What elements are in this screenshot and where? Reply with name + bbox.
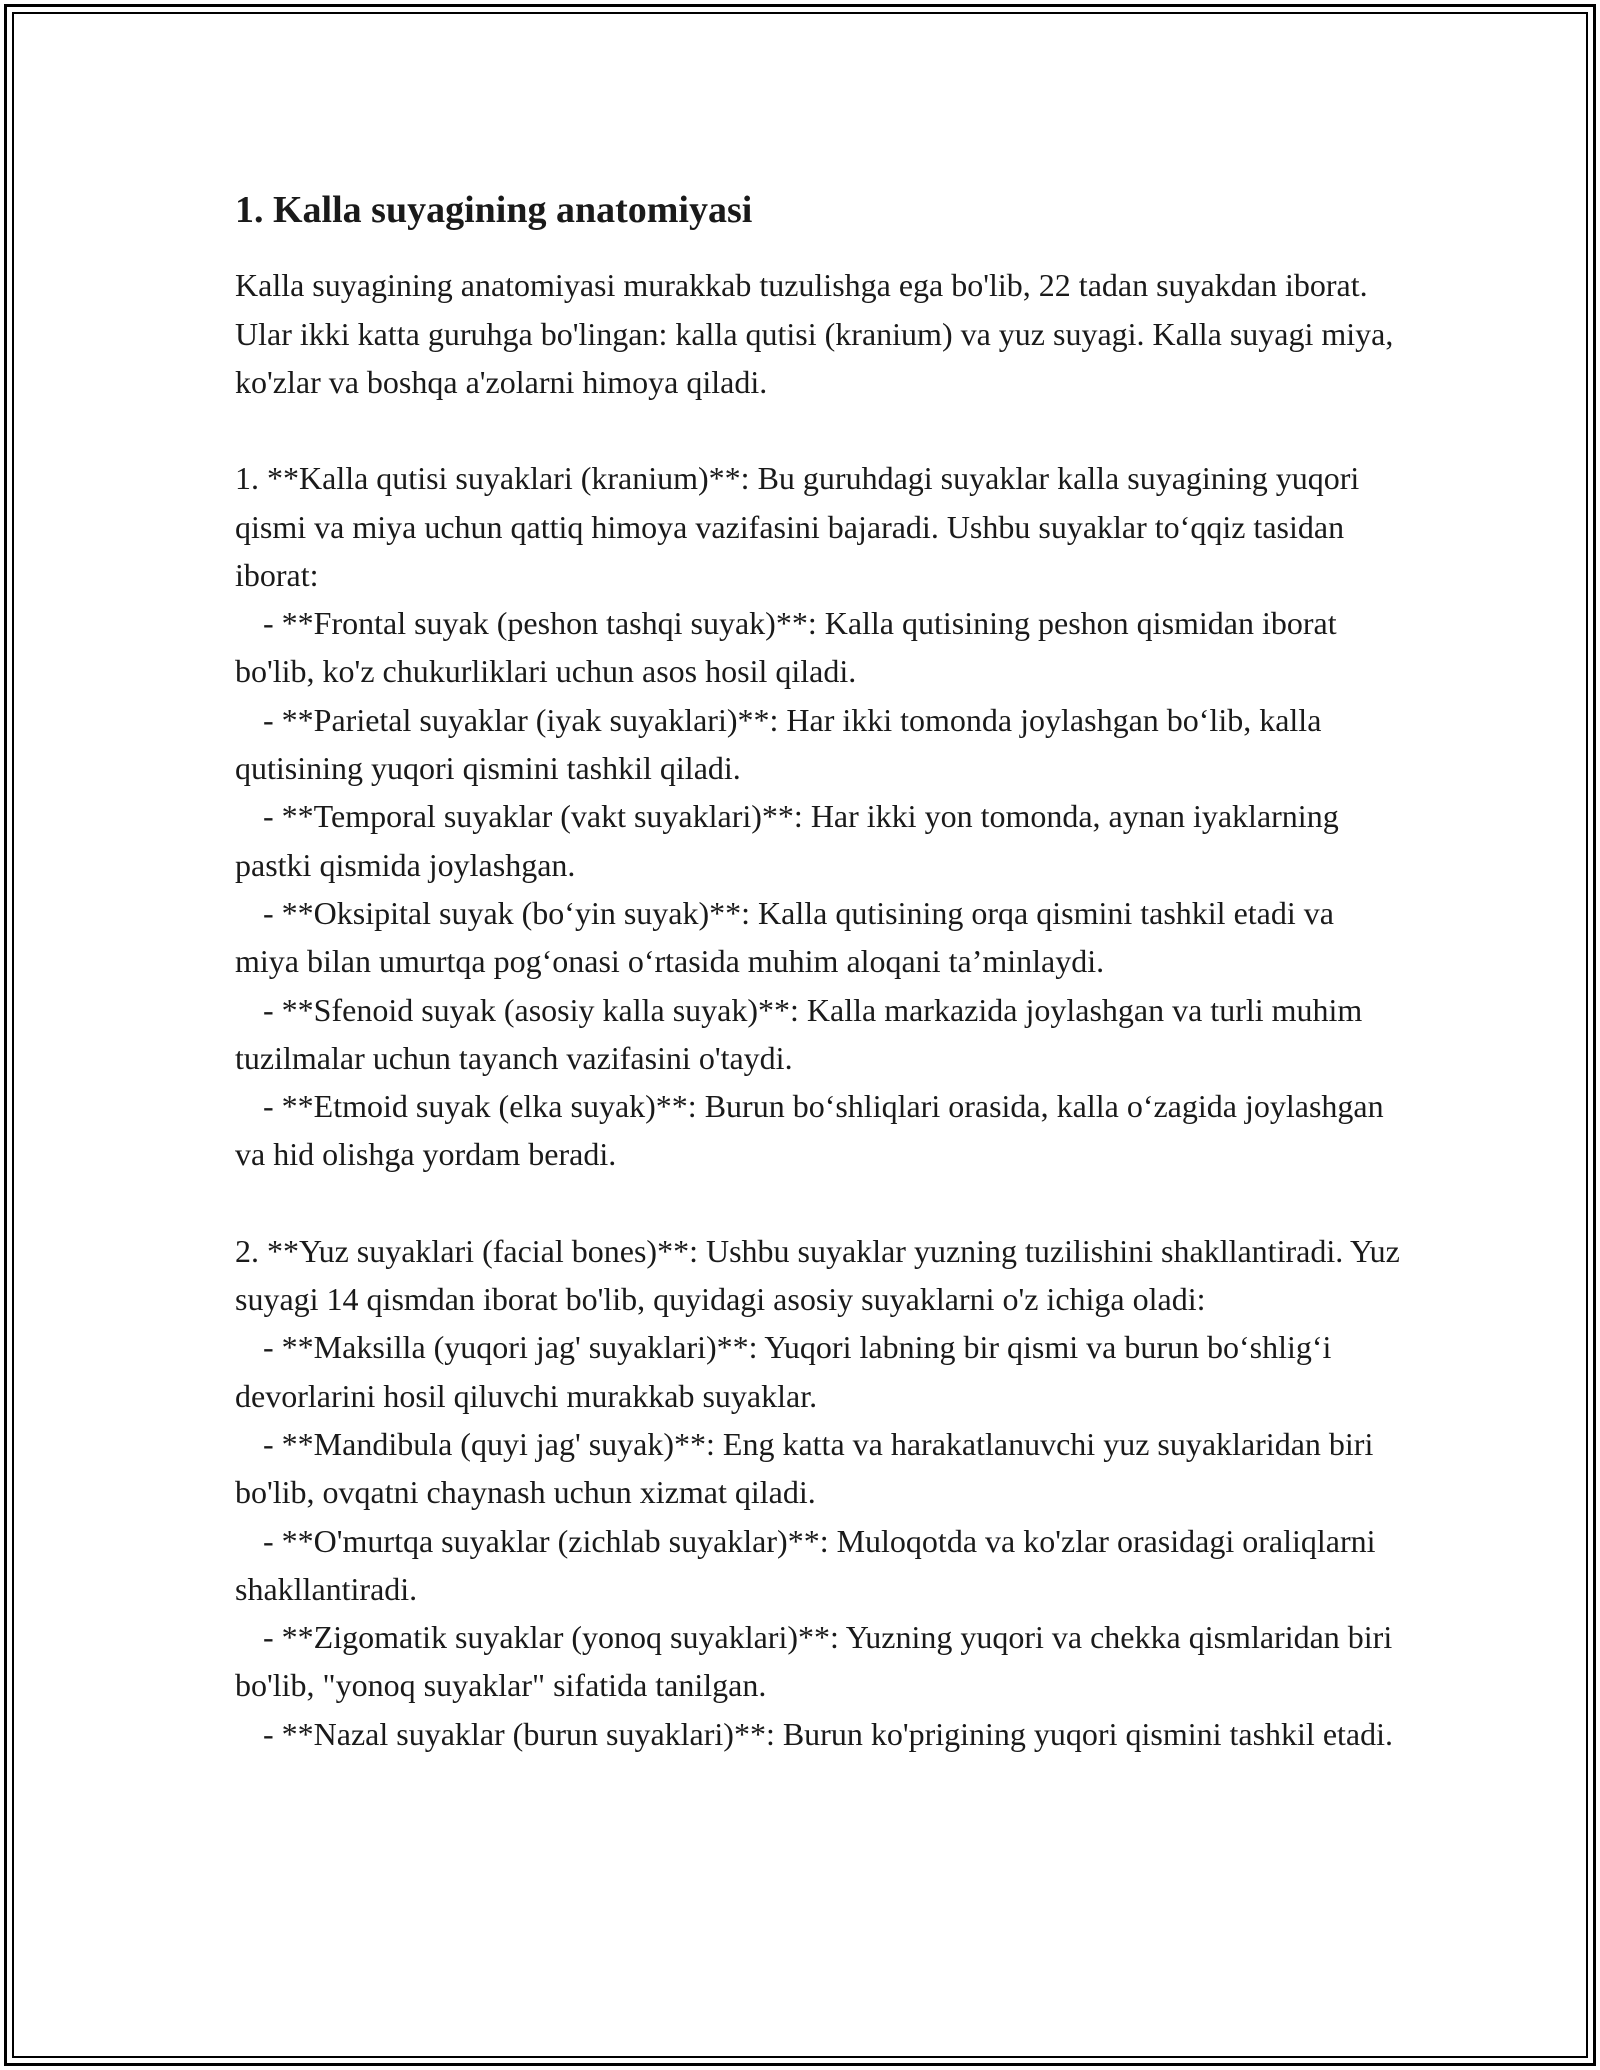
document-body [235,186,1405,1758]
list-item: - **Nazal suyaklar (burun suyaklari)**: Burun ko'prigining yuqori qismini tashkil etadi. [263,1715,1393,1752]
spacer [235,406,1405,454]
intro-paragraph: Kalla suyagining anatomiyasi murakkab tuzulishga ega bo'lib, 22 tadan suyakdan iborat. Ular ikki katta guruhga bo'lingan: kalla qutisi (kranium) va yuz suyagi. Kalla suyagi miya, ko'zlar va boshqa a'zolarni himoya qiladi. [235,267,1394,400]
list-item: - **O'murtqa suyaklar (zichlab suyaklar)**: Muloqotda va ko'zlar orasidagi oraliqlarni shakllantiradi. [235,1522,1376,1607]
section-cranium [235,454,1405,1178]
list-item: - **Zigomatik suyaklar (yonoq suyaklari)**: Yuzning yuqori va chekka qismlaridan biri bo'lib, "yonoq suyaklar" sifatida tanilgan. [235,1619,1393,1704]
list-item: - **Parietal suyaklar (iyak suyaklari)**: Har ikki tomonda joylashgan bo‘lib, kalla qutisining yuqori qismini tashkil qiladi. [235,701,1322,787]
spacer [235,1179,1405,1227]
document-title: 1. Kalla suyagining anatomiyasi [235,189,753,231]
list-item: - **Temporal suyaklar (vakt suyaklari)**: Har ikki yon tomonda, aynan iyaklarning pastki qismida joylashgan. [235,798,1339,883]
list-item: - **Maksilla (yuqori jag' suyaklari)**: Yuqori labning bir qismi va burun bo‘shlig‘i devorlarini hosil qiluvchi murakkab suyaklar. [235,1329,1332,1414]
list-item: - **Oksipital suyak (bo‘yin suyak)**: Kalla qutisining orqa qismini tashkil etadi va miya bilan umurtqa pog‘onasi o‘rtasida muhim aloqani ta’minlaydi. [235,894,1334,980]
list-item: - **Mandibula (quyi jag' suyak)**: Eng katta va harakatlanuvchi yuz suyaklaridan biri bo'lib, ovqatni chaynash uchun xizmat qiladi. [235,1425,1374,1511]
section-heading-facial-bones: 2. **Yuz suyaklari (facial bones)**: Ushbu suyaklar yuzning tuzilishini shakllantiradi. Yuz suyagi 14 qismdan iborat bo'lib, quyidagi asosiy suyaklarni o'z ichiga oladi: [235,1232,1400,1318]
list-item: - **Etmoid suyak (elka suyak)**: Burun bo‘shliqlari orasida, kalla o‘zagida joylashgan va hid olishga yordam beradi. [235,1088,1384,1173]
section-heading-cranium: 1. **Kalla qutisi suyaklari (kranium)**: Bu guruhdagi suyaklar kalla suyagining yuqori qismi va miya uchun qattiq himoya vazifasini bajaradi. Ushbu suyaklar to‘qqiz tasidan iborat: [235,460,1360,593]
section-facial-bones [235,1227,1405,1758]
list-item: - **Sfenoid suyak (asosiy kalla suyak)**: Kalla markazida joylashgan va turli muhim tuzilmalar uchun tayanch vazifasini o'taydi. [235,991,1363,1076]
list-item: - **Frontal suyak (peshon tashqi suyak)**: Kalla qutisining peshon qismidan iborat bo'lib, ko'z chukurliklari uchun asos hosil qiladi. [235,605,1337,690]
